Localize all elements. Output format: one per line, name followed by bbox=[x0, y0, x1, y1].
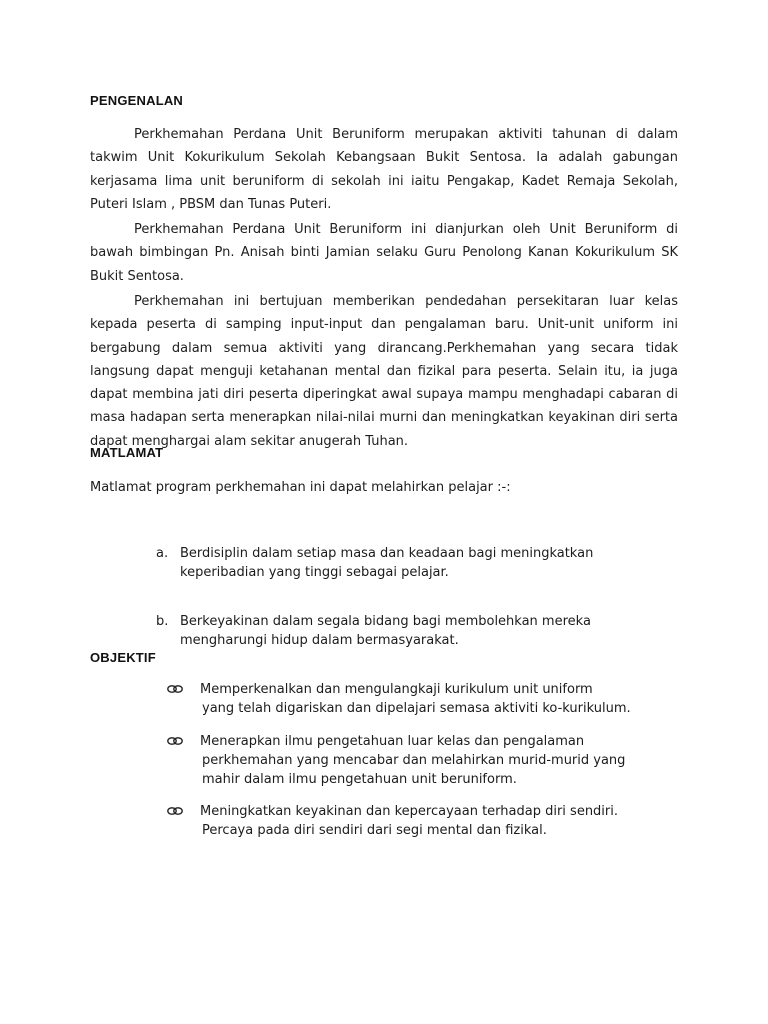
objective-line: Meningkatkan keyakinan dan kepercayaan terhadap diri sendiri. bbox=[200, 804, 619, 819]
objective-line: Percaya pada diri sendiri dari segi mental dan fizikal. bbox=[202, 823, 547, 838]
objective-item bbox=[166, 732, 666, 789]
objective-line: Menerapkan ilmu pengetahuan luar kelas dan pengalaman bbox=[200, 734, 585, 749]
chain-link-bullet-icon bbox=[166, 805, 184, 817]
goal-line: mengharungi hidup dalam bermasyarakat. bbox=[180, 633, 459, 648]
objective-item bbox=[166, 802, 666, 840]
objectives-heading: OBJEKTIF bbox=[90, 650, 156, 665]
goal-line: Berdisiplin dalam setiap masa dan keadaan bagi meningkatkan bbox=[180, 546, 594, 561]
goal-marker: b. bbox=[156, 614, 169, 629]
objective-item bbox=[166, 680, 666, 718]
goal-item-a bbox=[156, 544, 676, 582]
goal-line: Berkeyakinan dalam segala bidang bagi membolehkan mereka bbox=[180, 614, 591, 629]
goals-intro: Matlamat program perkhemahan ini dapat melahirkan pelajar :-: bbox=[90, 480, 511, 495]
chain-link-bullet-icon bbox=[166, 735, 184, 747]
intro-paragraph-3: Perkhemahan ini bertujuan memberikan pendedahan persekitaran luar kelas kepada peserta di samping input-input dan pengalaman baru. Unit-unit uniform ini bergabung dalam semua aktiviti yang dirancang.Perkhemahan yang secara tidak langsung dapat menguji ketahanan mental dan fizikal para peserta. Selain itu, ia juga dapat membina jati diri peserta diperingkat awal supaya mampu menghadapi cabaran di masa hadapan serta menerapkan nilai-nilai murni dan meningkatkan keyakinan diri serta dapat menghargai alam sekitar anugerah Tuhan. bbox=[90, 294, 678, 449]
goal-item-b bbox=[156, 612, 676, 650]
goals-heading: MATLAMAT bbox=[90, 445, 164, 460]
intro-paragraph-1: Perkhemahan Perdana Unit Beruniform merupakan aktiviti tahunan di dalam takwim Unit Kokurikulum Sekolah Kebangsaan Bukit Sentosa. Ia adalah gabungan kerjasama lima unit beruniform di sekolah ini iaitu Pengakap, Kadet Remaja Sekolah, Puteri Islam , PBSM dan Tunas Puteri. bbox=[90, 127, 678, 212]
chain-link-bullet-icon bbox=[166, 683, 184, 695]
objective-line: Memperkenalkan dan mengulangkaji kurikulum unit uniform bbox=[200, 682, 593, 697]
intro-paragraph-2: Perkhemahan Perdana Unit Beruniform ini dianjurkan oleh Unit Beruniform di bawah bimbingan Pn. Anisah binti Jamian selaku Guru Penolong Kanan Kokurikulum SK Bukit Sentosa. bbox=[90, 222, 678, 284]
goal-marker: a. bbox=[156, 546, 169, 561]
objective-line: mahir dalam ilmu pengetahuan unit beruniform. bbox=[202, 772, 517, 787]
goal-line: keperibadian yang tinggi sebagai pelajar. bbox=[180, 565, 449, 580]
objective-line: perkhemahan yang mencabar dan melahirkan murid-murid yang bbox=[202, 753, 626, 768]
intro-heading: PENGENALAN bbox=[90, 93, 184, 108]
objective-line: yang telah digariskan dan dipelajari semasa aktiviti ko-kurikulum. bbox=[202, 701, 631, 716]
